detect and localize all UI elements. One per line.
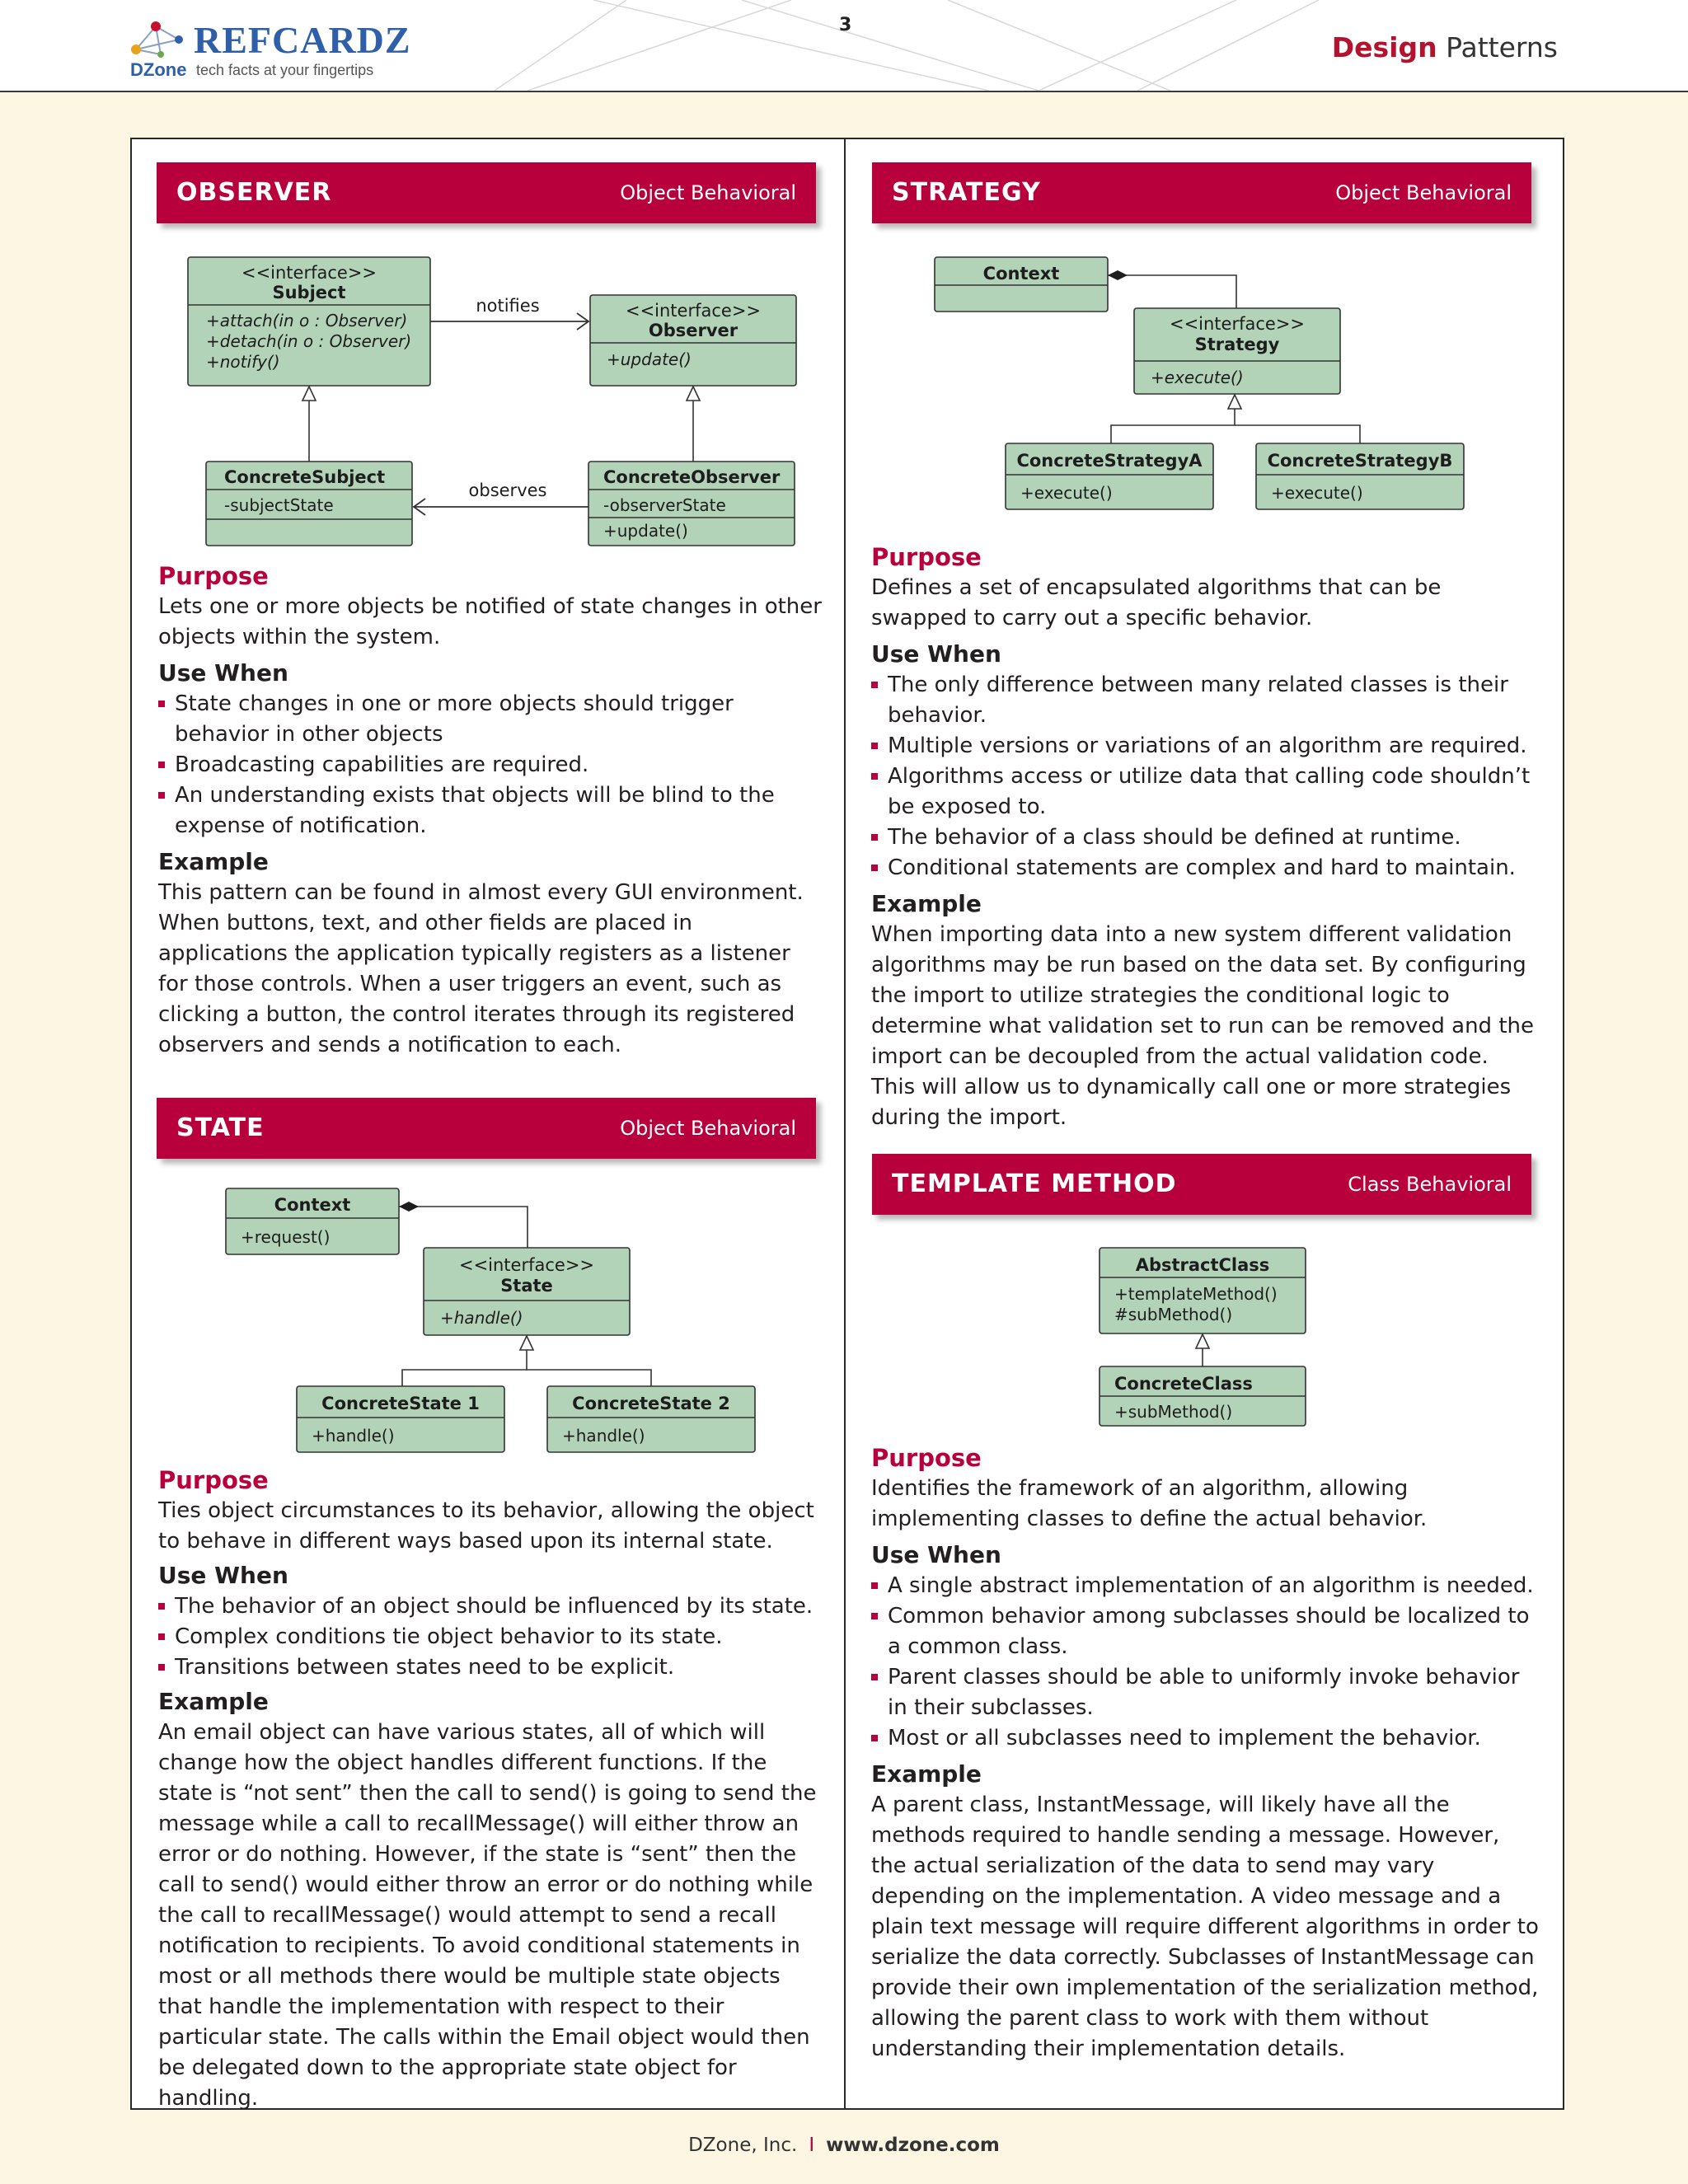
page-number: 3	[839, 15, 852, 35]
observes-label: observes	[468, 480, 547, 500]
template-method-text	[871, 1442, 1539, 2064]
uml-class-concrete-strategy-a	[1006, 443, 1213, 509]
generalization-line	[402, 1350, 527, 1386]
list-item: Common behavior among subclasses should be localized to a common class.	[871, 1601, 1539, 1662]
uml-class-subject	[188, 257, 430, 386]
use-when-list	[871, 1571, 1539, 1754]
uml-class-context	[226, 1188, 399, 1254]
composition-line	[1108, 275, 1236, 308]
list-item: Transitions between states need to be explicit.	[158, 1652, 826, 1683]
state-banner	[157, 1098, 816, 1159]
page-header	[0, 0, 1688, 92]
use-when-heading: Use When	[158, 1562, 288, 1589]
subject-op: +notify()	[206, 352, 280, 372]
concrete-class-op: +subMethod()	[1114, 1402, 1233, 1422]
observer-banner	[157, 162, 816, 223]
uml-class-state	[424, 1248, 630, 1335]
example-heading: Example	[871, 1760, 982, 1788]
example-text: This pattern can be found in almost every GUI environment. When buttons, text, and other fields are placed in applications the application typically registers as a listener for those controls. When a user triggers an event, such as clicking a button, the control iterates through its registered observers and sends a notification to each.	[158, 880, 804, 1057]
uml-class-concrete	[1100, 1366, 1306, 1426]
subject-stereotype: <<interface>>	[241, 263, 377, 283]
list-item: An understanding exists that objects will be blind to the expense of notification.	[158, 780, 826, 841]
use-when-heading: Use When	[871, 640, 1001, 668]
strategy-uml-diagram	[872, 247, 1531, 519]
example-text: When importing data into a new system different validation algorithms may be run based on the data set. By configuring the import to utilize strategies the conditional logic to determine what validation set to run can be removed and the import can be decoupled from the actual validation code. This will allow us to dynamically call one or more strategies during the import.	[871, 922, 1534, 1130]
subject-op: +detach(in o : Observer)	[206, 331, 412, 351]
concrete-subject-attr: -subjectState	[224, 495, 334, 515]
pattern-name: TEMPLATE METHOD	[892, 1169, 1177, 1198]
abstract-class-op: #subMethod()	[1114, 1305, 1233, 1324]
observer-stereotype: <<interface>>	[625, 301, 762, 321]
composition-line	[399, 1207, 528, 1248]
list-item: State changes in one or more objects should trigger behavior in other objects	[158, 689, 826, 750]
pattern-kind: Class Behavioral	[1348, 1173, 1512, 1196]
use-when-heading: Use When	[158, 659, 288, 687]
strategy-text	[871, 541, 1539, 1133]
observer-op: +update()	[607, 349, 692, 369]
pattern-name: OBSERVER	[176, 178, 332, 207]
uml-class-concrete-subject	[206, 462, 412, 546]
purpose-heading: Purpose	[871, 1444, 982, 1472]
purpose-heading: Purpose	[158, 562, 269, 590]
pattern-name: STRATEGY	[892, 178, 1041, 207]
abstract-class-name: AbstractClass	[1135, 1255, 1270, 1275]
example-heading: Example	[158, 1688, 269, 1715]
uml-class-abstract	[1100, 1248, 1306, 1333]
concrete-strategy-b-op: +execute()	[1271, 483, 1363, 503]
purpose-text: Ties object circumstances to its behavior, allowing the object to behave in different ways based upon its internal state.	[158, 1498, 814, 1554]
concrete-state-1-name: ConcreteState 1	[321, 1394, 480, 1413]
pattern-name: STATE	[176, 1113, 265, 1142]
state-uml-diagram	[157, 1179, 816, 1459]
generalization-line	[1111, 409, 1235, 443]
guide-title	[1332, 31, 1558, 63]
list-item: Parent classes should be able to uniformly invoke behavior in their subclasses.	[871, 1662, 1539, 1723]
uml-class-concrete-state-1	[297, 1386, 504, 1452]
list-item: The only difference between many related classes is their behavior.	[871, 670, 1539, 731]
context-op: +request()	[241, 1227, 331, 1247]
purpose-text: Identifies the framework of an algorithm, allowing implementing classes to define the actual behavior.	[871, 1476, 1428, 1531]
state-op: +handle()	[440, 1308, 523, 1328]
column-divider	[844, 138, 846, 2110]
uml-class-concrete-observer	[588, 462, 795, 546]
observer-name: Observer	[648, 321, 738, 340]
use-when-list	[158, 689, 826, 841]
context-name: Context	[982, 264, 1060, 284]
page-footer	[0, 2135, 1688, 2156]
concrete-observer-attr: -observerState	[603, 495, 726, 515]
state-text	[158, 1465, 826, 2114]
example-text: A parent class, InstantMessage, will likely have all the methods required to handle sending a message. However, the actual serialization of the data to send may vary depending on the implementation. A video message and a plain text message will require different algorithms in order to serialize the data correctly. Subclasses of InstantMessage can provide their own implementation of the serialization method, allowing the parent class to work with them without understanding their implementation details.	[871, 1793, 1539, 2061]
example-heading: Example	[871, 890, 982, 917]
list-item: The behavior of a class should be defined at runtime.	[871, 823, 1539, 853]
context-name: Context	[274, 1195, 351, 1215]
guide-title-bold: Design	[1331, 31, 1437, 63]
generalization-line	[527, 1370, 651, 1386]
use-when-list	[158, 1591, 826, 1683]
concrete-state-2-name: ConcreteState 2	[572, 1394, 730, 1413]
logo-company: DZone	[130, 59, 187, 80]
footer-separator: I	[809, 2135, 815, 2156]
network-logo-icon	[128, 18, 190, 59]
list-item: Algorithms access or utilize data that calling code shouldn’t be exposed to.	[871, 762, 1539, 823]
list-item: Multiple versions or variations of an algorithm are required.	[871, 731, 1539, 762]
notifies-label: notifies	[476, 296, 540, 316]
pattern-kind: Object Behavioral	[620, 181, 796, 204]
generalization-arrowhead	[302, 387, 316, 401]
strategy-stereotype: <<interface>>	[1169, 314, 1306, 334]
concrete-subject-name: ConcreteSubject	[224, 467, 386, 487]
footer-company: DZone, Inc.	[688, 2135, 798, 2156]
list-item: Most or all subclasses need to implement the behavior.	[871, 1723, 1539, 1754]
example-heading: Example	[158, 848, 269, 875]
abstract-class-op: +templateMethod()	[1114, 1284, 1278, 1304]
observer-text	[158, 560, 826, 1061]
logo-tagline: tech facts at your fingertips	[196, 62, 374, 78]
composition-diamond	[1108, 270, 1128, 280]
generalization-line	[1235, 425, 1360, 443]
observer-uml-diagram	[157, 239, 816, 560]
subject-name: Subject	[272, 283, 346, 302]
purpose-text: Defines a set of encapsulated algorithms that can be swapped to carry out a specific behavior.	[871, 575, 1442, 630]
generalization-arrowhead	[1196, 1334, 1209, 1348]
template-method-banner	[872, 1154, 1531, 1215]
generalization-arrowhead	[687, 387, 700, 401]
logo-brand: REFCARDZ	[194, 19, 411, 61]
concrete-state-2-op: +handle()	[562, 1426, 645, 1446]
purpose-heading: Purpose	[158, 1466, 269, 1494]
concrete-observer-op: +update()	[603, 521, 688, 541]
concrete-state-1-op: +handle()	[312, 1426, 395, 1446]
strategy-name: Strategy	[1194, 335, 1280, 354]
template-method-uml-diagram	[872, 1236, 1531, 1434]
uml-class-observer	[590, 295, 796, 386]
list-item: Complex conditions tie object behavior to its state.	[158, 1622, 826, 1652]
uml-class-context	[935, 257, 1108, 312]
concrete-strategy-a-name: ConcreteStrategyA	[1016, 451, 1203, 471]
use-when-list	[871, 670, 1539, 883]
generalization-arrowhead	[520, 1336, 533, 1350]
concrete-observer-name: ConcreteObserver	[603, 467, 781, 487]
uml-class-strategy	[1134, 308, 1340, 394]
example-text: An email object can have various states, all of which will change how the object handles different functions. If the state is “not sent” then the call to send() is going to send the message while a call to recallMessage() will either throw an error or do nothing. However, if the state is “sent” then the call to send() would either throw an error or do nothing while the call to recallMessage() would attempt to send a recall notification to recipients. To avoid conditional statements in most or all methods there would be multiple state objects that handle the implementation with respect to their particular state. The calls within the Email object would then be delegated down to the appropriate state object for handling.	[158, 1720, 817, 2111]
list-item: The behavior of an object should be influenced by its state.	[158, 1591, 826, 1622]
footer-url-link[interactable]: www.dzone.com	[826, 2135, 1000, 2156]
state-name: State	[500, 1276, 553, 1296]
concrete-class-name: ConcreteClass	[1114, 1374, 1253, 1394]
purpose-text: Lets one or more objects be notified of state changes in other objects within the system.	[158, 594, 822, 649]
purpose-heading: Purpose	[871, 543, 982, 571]
refcardz-logo[interactable]	[128, 18, 411, 84]
state-stereotype: <<interface>>	[458, 1255, 595, 1275]
strategy-op: +execute()	[1151, 368, 1244, 387]
use-when-heading: Use When	[871, 1541, 1001, 1568]
composition-diamond	[399, 1202, 419, 1212]
list-item: A single abstract implementation of an algorithm is needed.	[871, 1571, 1539, 1601]
list-item: Conditional statements are complex and hard to maintain.	[871, 853, 1539, 883]
guide-title-regular: Patterns	[1446, 31, 1558, 63]
generalization-arrowhead	[1228, 395, 1241, 409]
pattern-kind: Object Behavioral	[620, 1117, 796, 1140]
list-item: Broadcasting capabilities are required.	[158, 750, 826, 780]
pattern-kind: Object Behavioral	[1335, 181, 1512, 204]
subject-op: +attach(in o : Observer)	[206, 311, 408, 330]
concrete-strategy-a-op: +execute()	[1020, 483, 1113, 503]
uml-class-concrete-strategy-b	[1256, 443, 1464, 509]
concrete-strategy-b-name: ConcreteStrategyB	[1267, 451, 1453, 471]
uml-class-concrete-state-2	[547, 1386, 755, 1452]
strategy-banner	[872, 162, 1531, 223]
